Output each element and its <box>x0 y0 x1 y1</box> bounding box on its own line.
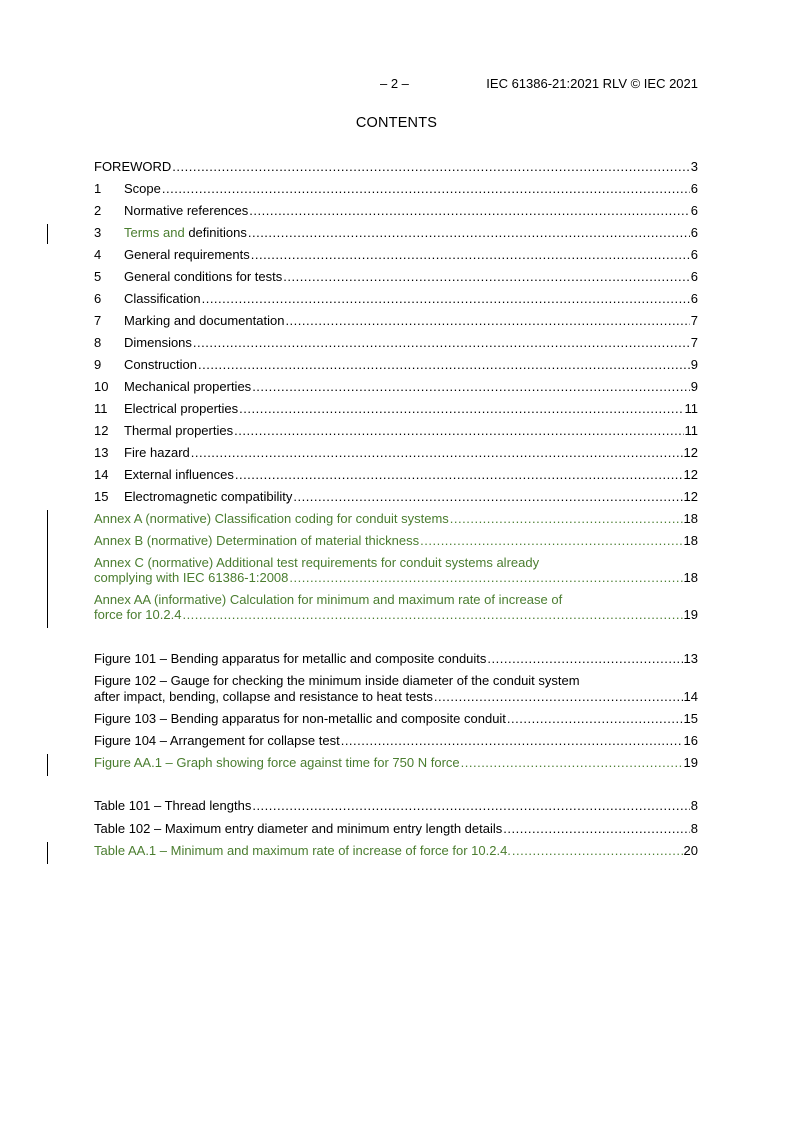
toc-entry-figure[interactable] <box>94 733 698 749</box>
toc-entry-page: 12 <box>683 445 698 460</box>
toc-entry-page: 8 <box>690 798 698 813</box>
leader-dots <box>512 843 683 859</box>
leader-dots <box>293 489 682 505</box>
toc-entry-label: General requirements <box>124 247 250 262</box>
clause-number: 14 <box>94 467 109 482</box>
leader-dots <box>198 357 690 373</box>
toc-entry-clause[interactable] <box>94 489 698 505</box>
toc-entry-clause[interactable] <box>94 225 698 241</box>
toc-entry-label: FOREWORD <box>94 159 172 174</box>
toc-entry-clause[interactable] <box>94 401 698 417</box>
toc-entry-clause[interactable] <box>94 379 698 395</box>
clause-number: 13 <box>94 445 109 460</box>
toc-entry-label: Normative references <box>124 203 249 218</box>
toc-entry-page: 12 <box>683 467 698 482</box>
toc-entry-label: Marking and documentation <box>124 313 285 328</box>
toc-entry-figure[interactable] <box>94 689 698 705</box>
leader-dots <box>285 313 689 329</box>
toc-entry-label: Figure 103 – Bending apparatus for non-metallic and composite conduit <box>94 711 506 726</box>
leader-dots <box>202 291 690 307</box>
toc-entry-label: force for 10.2.4 <box>94 607 182 622</box>
page-title: CONTENTS <box>355 115 438 131</box>
toc-entry-page: 12 <box>683 489 698 504</box>
leader-dots <box>434 689 683 705</box>
toc-entry-label: Annex B (normative) Determination of material thickness <box>94 533 420 548</box>
toc-entry-table[interactable] <box>94 821 698 837</box>
toc-entry-page: 6 <box>690 291 698 306</box>
leader-dots <box>248 225 690 241</box>
clause-number: 2 <box>94 203 102 218</box>
change-bar <box>47 224 48 244</box>
toc-entry-label: Thermal properties <box>124 423 234 438</box>
toc-entry-label: Mechanical properties <box>124 379 252 394</box>
clause-number: 3 <box>94 225 102 240</box>
clause-number: 9 <box>94 357 102 372</box>
toc-entry-page: 11 <box>684 423 698 438</box>
toc-entry-figure[interactable] <box>94 755 698 771</box>
leader-dots <box>289 570 682 586</box>
page-header <box>380 76 698 92</box>
standard-reference: IEC 61386-21:2021 RLV © IEC 2021 <box>486 76 698 91</box>
toc-entry-figure[interactable] <box>94 711 698 727</box>
toc-entry-page: 6 <box>690 225 698 240</box>
toc-entry-label: Electromagnetic compatibility <box>124 489 293 504</box>
toc-entry-page: 9 <box>690 357 698 372</box>
change-bar <box>47 510 48 628</box>
toc-entry-page: 6 <box>690 269 698 284</box>
toc-entry-figure[interactable] <box>94 651 698 667</box>
clause-number: 8 <box>94 335 102 350</box>
leader-dots <box>252 798 689 814</box>
toc-entry-page: 19 <box>683 755 698 770</box>
toc-entry-page: 18 <box>683 570 698 585</box>
toc-entry-table[interactable] <box>94 843 698 859</box>
toc-entry-page: 14 <box>683 689 698 704</box>
toc-entry-label: Scope <box>124 181 161 196</box>
toc-entry-page: 7 <box>690 335 698 350</box>
clause-number: 10 <box>94 379 109 394</box>
toc-entry-label: Dimensions <box>124 335 192 350</box>
toc-entry-clause[interactable] <box>94 467 698 483</box>
toc-entry-clause[interactable] <box>94 247 698 263</box>
toc-entry-clause[interactable] <box>94 335 698 351</box>
page-number: – 2 – <box>380 76 409 91</box>
toc-entry-page: 18 <box>683 511 698 526</box>
toc-entry-label: Figure 104 – Arrangement for collapse test <box>94 733 340 748</box>
leader-dots <box>487 651 682 667</box>
toc-entry-page: 8 <box>690 821 698 836</box>
leader-dots <box>507 711 683 727</box>
toc-entry-clause[interactable] <box>94 203 698 219</box>
leader-dots <box>235 467 683 483</box>
clause-number: 1 <box>94 181 102 196</box>
toc-entry-label: Electrical properties <box>124 401 239 416</box>
leader-dots <box>239 401 683 417</box>
change-bar <box>47 842 48 864</box>
clause-number: 12 <box>94 423 109 438</box>
toc-entry-label: Table 101 – Thread lengths <box>94 798 252 813</box>
leader-dots <box>341 733 683 749</box>
toc-entry-label: Construction <box>124 357 197 372</box>
toc-entry-clause[interactable] <box>94 269 698 285</box>
toc-entry-label: Classification <box>124 291 201 306</box>
leader-dots <box>172 159 689 175</box>
toc-entry-page: 9 <box>690 379 698 394</box>
leader-dots <box>249 203 689 219</box>
leader-dots <box>234 423 683 439</box>
toc-entry-label-line1: Figure 102 – Gauge for checking the minimum inside diameter of the conduit system <box>94 673 580 688</box>
toc-entry-annex[interactable] <box>94 511 698 527</box>
toc-entry-clause[interactable] <box>94 291 698 307</box>
toc-entry-label: External influences <box>124 467 234 482</box>
toc-entry-label: Figure AA.1 – Graph showing force against time for 750 N force <box>94 755 460 770</box>
toc-entry-annex[interactable] <box>94 570 698 586</box>
toc-entry-page: 3 <box>690 159 698 174</box>
toc-entry-clause[interactable] <box>94 313 698 329</box>
leader-dots <box>461 755 683 771</box>
toc-entry-page: 7 <box>690 313 698 328</box>
toc-entry-page: 13 <box>683 651 698 666</box>
toc-entry-clause[interactable] <box>94 181 698 197</box>
leader-dots <box>450 511 683 527</box>
toc-entry-label: Figure 101 – Bending apparatus for metallic and composite conduits <box>94 651 487 666</box>
toc-entry-page: 15 <box>683 711 698 726</box>
toc-entry-foreword[interactable] <box>94 159 698 175</box>
leader-dots <box>252 379 690 395</box>
leader-dots <box>193 335 690 351</box>
toc-entry-label-line1: Annex AA (informative) Calculation for minimum and maximum rate of increase of <box>94 592 563 607</box>
toc-entry-annex[interactable] <box>94 607 698 623</box>
leader-dots <box>182 607 682 623</box>
toc-entry-table[interactable] <box>94 798 698 814</box>
clause-number: 4 <box>94 247 102 262</box>
leader-dots <box>283 269 690 285</box>
toc-entry-label: General conditions for tests <box>124 269 283 284</box>
leader-dots <box>162 181 690 197</box>
toc-entry-label: complying with IEC 61386-1:2008 <box>94 570 289 585</box>
toc-entry-page: 11 <box>684 401 698 416</box>
toc-entry-page: 19 <box>683 607 698 622</box>
toc-entry-label: after impact, bending, collapse and resistance to heat tests <box>94 689 433 704</box>
toc-entry-label-line1: Annex C (normative) Additional test requirements for conduit systems already <box>94 555 540 570</box>
clause-number: 15 <box>94 489 109 504</box>
toc-entry-label: Table AA.1 – Minimum and maximum rate of increase of force for 10.2.4. <box>94 843 511 858</box>
toc-entry-page: 6 <box>690 247 698 262</box>
leader-dots <box>503 821 690 837</box>
leader-dots <box>191 445 683 461</box>
clause-number: 7 <box>94 313 102 328</box>
toc-entry-page: 20 <box>683 843 698 858</box>
toc-entry-page: 18 <box>683 533 698 548</box>
toc-entry-label: Table 102 – Maximum entry diameter and minimum entry length details <box>94 821 503 836</box>
clause-number: 11 <box>94 401 108 416</box>
toc-entry-annex[interactable] <box>94 533 698 549</box>
toc-entry-page: 6 <box>690 203 698 218</box>
toc-entry-label: Annex A (normative) Classification coding for conduit systems <box>94 511 449 526</box>
toc-entry-page: 16 <box>683 733 698 748</box>
clause-number: 5 <box>94 269 102 284</box>
toc-entry-label: Fire hazard <box>124 445 190 460</box>
toc-entry-page: 6 <box>690 181 698 196</box>
added-text: Terms and <box>124 225 185 240</box>
toc-entry-clause[interactable] <box>94 357 698 373</box>
toc-entry-label: definitions <box>184 225 247 240</box>
change-bar <box>47 754 48 776</box>
leader-dots <box>251 247 690 263</box>
toc-entry-clause[interactable] <box>94 445 698 461</box>
clause-number: 6 <box>94 291 102 306</box>
leader-dots <box>420 533 682 549</box>
toc-entry-clause[interactable] <box>94 423 698 439</box>
